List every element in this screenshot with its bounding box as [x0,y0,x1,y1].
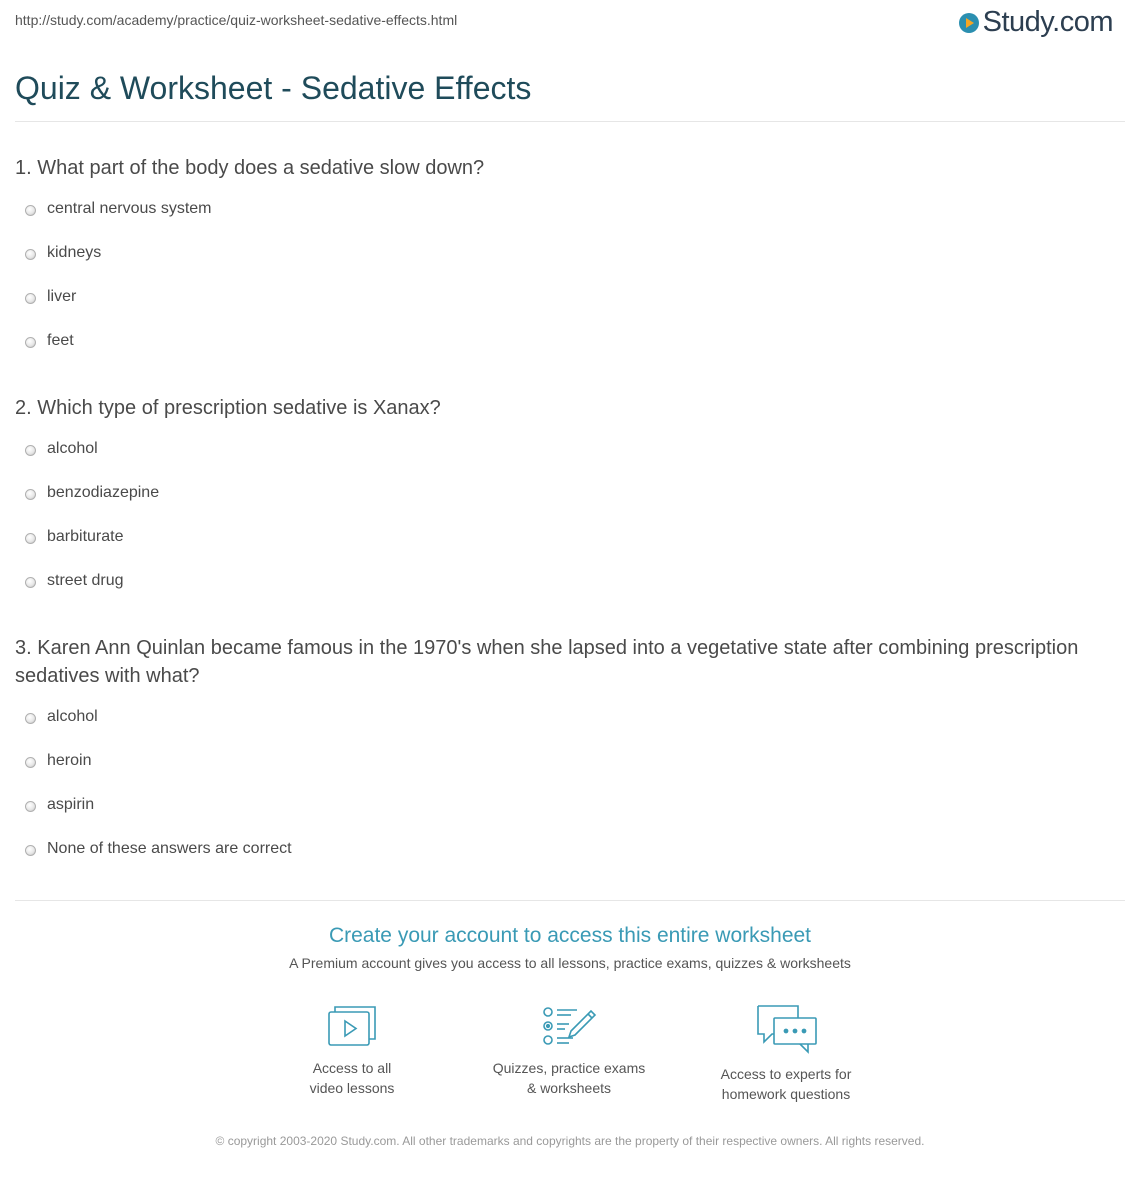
feature-quizzes [484,1004,654,1098]
question-text: 2. Which type of prescription sedative is Xanax? [15,397,441,419]
video-lessons-icon [267,1004,437,1048]
question-text: 3. Karen Ann Quinlan became famous in the 1970's when she lapsed into a vegetative state after combining prescription sedatives with what? [15,637,1079,687]
logo-text: Study.com [982,6,1113,38]
quiz-checklist-icon [484,1004,654,1048]
radio-button[interactable] [25,205,36,216]
radio-button[interactable] [25,757,36,768]
radio-button[interactable] [25,337,36,348]
copyright-notice: © copyright 2003-2020 Study.com. All other trademarks and copyrights are the property of their respective owners. All rights reserved. [215,1134,925,1148]
cta-subtitle: A Premium account gives you access to all lessons, practice exams, quizzes & worksheets [289,955,851,971]
question-2 [15,394,1115,589]
radio-button[interactable] [25,293,36,304]
answer-label: street drug [47,572,124,589]
answer-label: central nervous system [47,200,212,217]
chat-bubbles-icon [701,1004,871,1054]
radio-button[interactable] [25,845,36,856]
question-1 [15,154,1115,349]
page-title: Quiz & Worksheet - Sedative Effects [15,70,532,106]
answer-label: feet [47,332,74,349]
feature-label-line: homework questions [721,1086,851,1102]
answer-label: alcohol [47,708,98,725]
divider [15,121,1125,122]
feature-label-line: video lessons [309,1080,395,1096]
answer-label: kidneys [47,244,102,261]
answer-label: liver [47,288,77,305]
radio-button[interactable] [25,533,36,544]
answer-label: barbiturate [47,528,124,545]
answer-label: benzodiazepine [47,484,160,501]
feature-video-lessons [267,1004,437,1098]
feature-label-line: & worksheets [526,1080,612,1096]
cta-title-link[interactable]: Create your account to access this entire worksheet [328,924,812,947]
feature-label-line: Access to experts for [720,1066,852,1082]
radio-button[interactable] [25,577,36,588]
signup-cta [0,924,1140,971]
radio-button[interactable] [25,489,36,500]
feature-experts [701,1004,871,1104]
top-bar [15,0,1125,50]
question-3 [15,634,1115,857]
divider [15,900,1125,901]
answer-label: alcohol [47,440,98,457]
radio-button[interactable] [25,445,36,456]
page-url: http://study.com/academy/practice/quiz-worksheet-sedative-effects.html [15,12,458,28]
answer-label: heroin [47,752,92,769]
feature-label-line: Access to all [312,1060,392,1076]
answer-label: aspirin [47,796,95,813]
feature-label-line: Quizzes, practice exams [492,1060,646,1076]
study-logo[interactable] [958,6,1113,39]
radio-button[interactable] [25,249,36,260]
answer-label: None of these answers are correct [47,840,292,857]
radio-button[interactable] [25,801,36,812]
radio-button[interactable] [25,713,36,724]
question-text: 1. What part of the body does a sedative slow down? [15,157,485,179]
play-logo-icon [958,12,980,34]
